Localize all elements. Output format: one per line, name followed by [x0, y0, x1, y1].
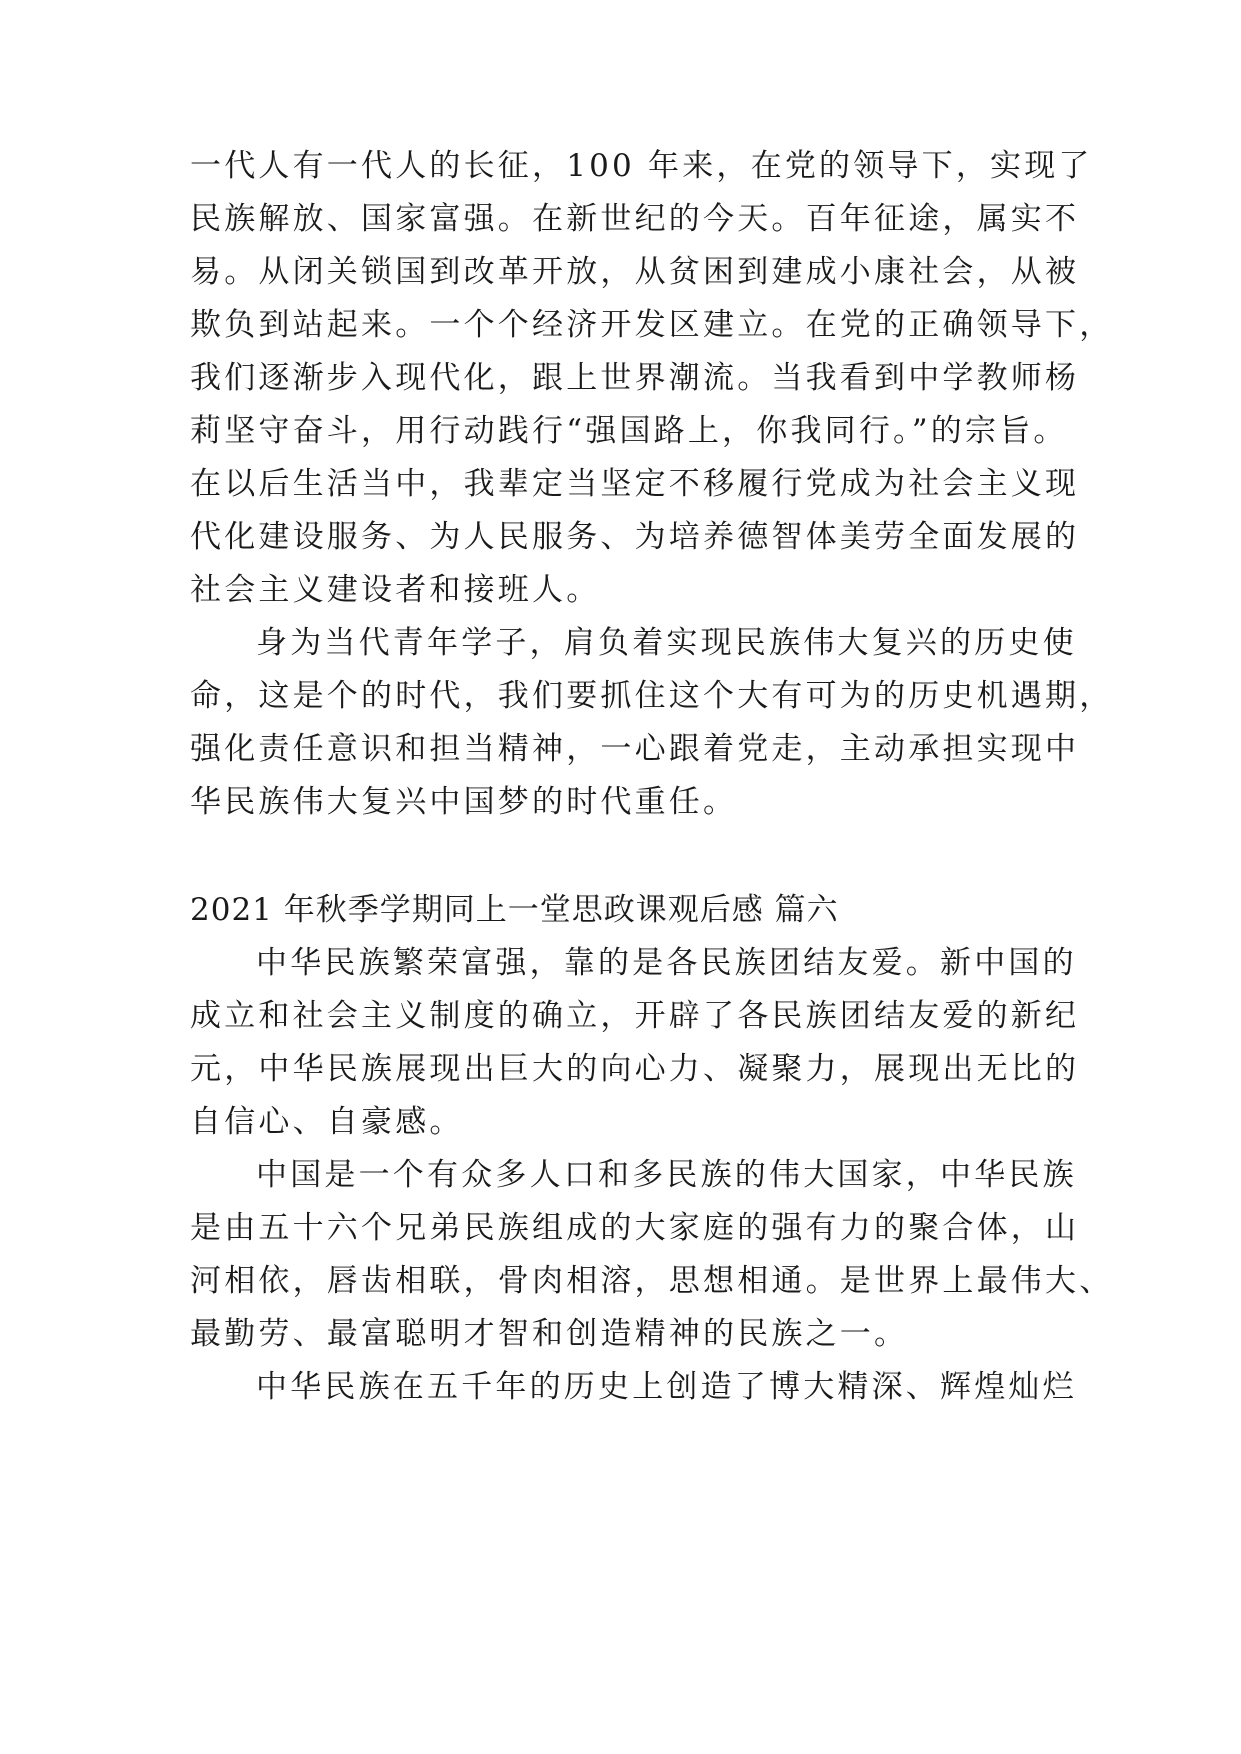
- paragraph-line: 易。从闭关锁国到改革开放，从贫困到建成小康社会，从被: [190, 254, 1080, 290]
- paragraph-line: 民族解放、国家富强。在新世纪的今天。百年征途，属实不: [190, 201, 1080, 237]
- paragraph-line: 我们逐渐步入现代化，跟上世界潮流。当我看到中学教师杨: [190, 360, 1080, 396]
- paragraph-line: 是由五十六个兄弟民族组成的大家庭的强有力的聚合体，山: [190, 1210, 1080, 1246]
- paragraph-line: 元，中华民族展现出巨大的向心力、凝聚力，展现出无比的: [190, 1051, 1080, 1087]
- paragraph-line: 强化责任意识和担当精神，一心跟着党走，主动承担实现中: [190, 731, 1080, 767]
- paragraph-line: 自信心、自豪感。: [190, 1104, 464, 1140]
- section-heading: 2021 年秋季学期同上一堂思政课观后感 篇六: [190, 892, 839, 928]
- paragraph-line: 一代人有一代人的长征，100 年来，在党的领导下，实现了: [190, 148, 1093, 184]
- paragraph-line: 代化建设服务、为人民服务、为培养德智体美劳全面发展的: [190, 519, 1080, 555]
- paragraph-line: 中国是一个有众多人口和多民族的伟大国家，中华民族: [256, 1157, 1077, 1193]
- paragraph-line: 中华民族在五千年的历史上创造了博大精深、辉煌灿烂: [256, 1369, 1077, 1405]
- paragraph-line: 中华民族繁荣富强，靠的是各民族团结友爱。新中国的: [256, 945, 1077, 981]
- paragraph-line: 莉坚守奋斗，用行动践行“强国路上，你我同行。”的宗旨。: [190, 413, 1068, 449]
- paragraph-line: 欺负到站起来。一个个经济开发区建立。在党的正确领导下，: [190, 307, 1114, 343]
- paragraph-line: 身为当代青年学子，肩负着实现民族伟大复兴的历史使: [256, 625, 1077, 661]
- paragraph-line: 华民族伟大复兴中国梦的时代重任。: [190, 784, 738, 820]
- paragraph-line: 最勤劳、最富聪明才智和创造精神的民族之一。: [190, 1316, 909, 1352]
- paragraph-line: 命，这是个的时代，我们要抓住这个大有可为的历史机遇期，: [190, 678, 1114, 714]
- paragraph-line: 社会主义建设者和接班人。: [190, 572, 601, 608]
- paragraph-line: 河相依，唇齿相联，骨肉相溶，思想相通。是世界上最伟大、: [190, 1263, 1114, 1299]
- paragraph-line: 成立和社会主义制度的确立，开辟了各民族团结友爱的新纪: [190, 998, 1080, 1034]
- paragraph-line: 在以后生活当中，我辈定当坚定不移履行党成为社会主义现: [190, 466, 1080, 502]
